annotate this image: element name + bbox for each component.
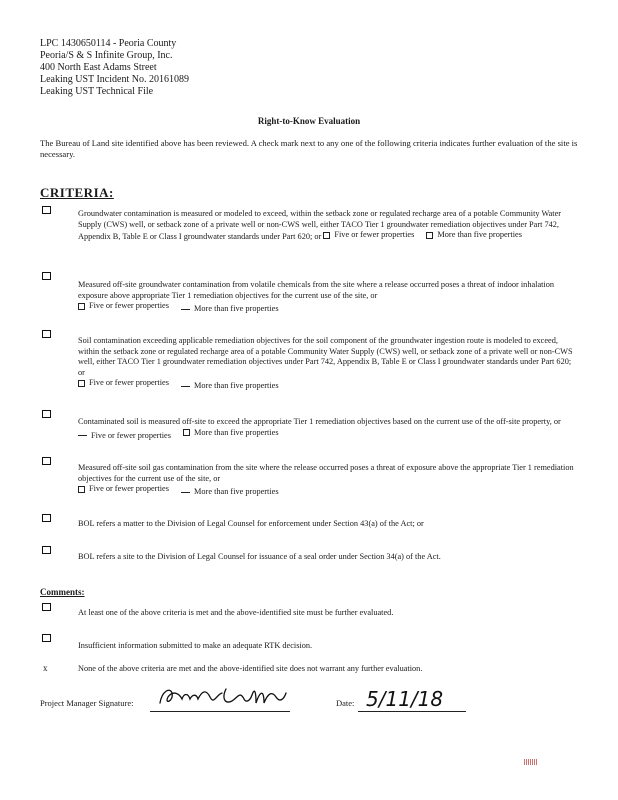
- file-header: [40, 38, 189, 98]
- criterion-text: Measured off-site groundwater contamination from volatile chemicals from the site where a release occurred poses a threat of indoor inhalation exposure above appropriate Tier 1 remediation objectives for the current use of the site, or: [78, 280, 555, 300]
- criterion-6-checkbox[interactable]: [42, 514, 51, 522]
- handwritten-signature: [156, 683, 296, 711]
- option-more-than-five[interactable]: More than five properties: [181, 487, 279, 498]
- option-more-than-five[interactable]: More than five properties: [183, 428, 279, 439]
- comments-heading: Comments:: [40, 587, 85, 597]
- criterion-2-checkbox[interactable]: [42, 272, 51, 280]
- checkbox-icon: [183, 429, 190, 436]
- dash-icon: [181, 386, 190, 387]
- criterion-3: [78, 336, 578, 392]
- criterion-text: Contaminated soil is measured off-site to exceed the appropriate Tier 1 remediation objectives based on the current use of the off-site property, or: [78, 417, 561, 426]
- comment-1-checkbox[interactable]: [42, 603, 51, 611]
- checkbox-icon: [78, 380, 85, 387]
- option-more-than-five[interactable]: More than five properties: [181, 381, 279, 392]
- criteria-heading: CRITERIA:: [40, 185, 114, 200]
- criterion-3-checkbox[interactable]: [42, 330, 51, 338]
- date-value: 5/11/18: [366, 687, 444, 711]
- criterion-text: Groundwater contamination is measured or modeled to exceed, within the setback zone or regulated recharge area of a potable Community Water Supply (CWS) well, or setback zone of a private well or non-CWS well, either TACO Tier 1 groundwater remediation objectives under Part 742, Appendix B, Table E or Class I groundwater standards under Part 620; or: [78, 209, 562, 241]
- criterion-6: BOL refers a matter to the Division of Legal Counsel for enforcement under Section 43(a) of the Act; or: [78, 519, 424, 528]
- criterion-5: [78, 463, 578, 498]
- checkbox-icon: [426, 232, 433, 239]
- criterion-text: Measured off-site soil gas contamination from the site where the release occurred poses a threat of exposure above the appropriate Tier 1 remediation objectives for the current use of the site, or: [78, 463, 574, 483]
- header-line: Peoria/S & S Infinite Group, Inc.: [40, 50, 173, 61]
- signature-line: [150, 711, 290, 712]
- criterion-text: Soil contamination exceeding applicable remediation objectives for the soil component of the groundwater ingestion route is modeled to exceed, within the setback zone or regulated recharge area of a potable Community Water Supply (CWS) well, or setback zone of a private well or non-CWS well, either TACO Tier 1 groundwater remediation objectives under Part 742, Appendix B, Table E or Class I groundwater standards under Part 620; or: [78, 336, 573, 377]
- comment-1: At least one of the above criteria is met and the above-identified site must be further evaluated.: [78, 608, 394, 617]
- header-line: 400 North East Adams Street: [40, 62, 157, 73]
- header-line: Leaking UST Technical File: [40, 86, 154, 97]
- dash-icon: [181, 309, 190, 310]
- date-line: [358, 711, 466, 712]
- header-line: Leaking UST Incident No. 20161089: [40, 74, 189, 85]
- checkbox-icon: [78, 486, 85, 493]
- option-five-or-fewer[interactable]: Five or fewer properties: [78, 301, 169, 312]
- criterion-7-checkbox[interactable]: [42, 546, 51, 554]
- option-five-or-fewer[interactable]: Five or fewer properties: [78, 484, 169, 495]
- option-more-than-five[interactable]: More than five properties: [426, 230, 522, 241]
- header-line: LPC 1430650114 - Peoria County: [40, 38, 177, 49]
- comment-2-checkbox[interactable]: [42, 634, 51, 642]
- comment-3: None of the above criteria are met and the above-identified site does not warrant any further evaluation.: [78, 664, 423, 673]
- option-five-or-fewer[interactable]: Five or fewer properties: [323, 230, 414, 241]
- option-five-or-fewer[interactable]: Five or fewer properties: [78, 431, 171, 442]
- stamp-mark-icon: [524, 759, 538, 765]
- dash-icon: [78, 435, 87, 436]
- signature-label: Project Manager Signature:: [40, 698, 134, 708]
- criterion-7: BOL refers a site to the Division of Legal Counsel for issuance of a seal order under Section 34(a) of the Act.: [78, 552, 441, 561]
- comment-2: Insufficient information submitted to make an adequate RTK decision.: [78, 641, 313, 650]
- intro-paragraph: The Bureau of Land site identified above has been reviewed. A check mark next to any one of the following criteria indicates further evaluation of the site is necessary.: [40, 138, 578, 159]
- document-title: Right-to-Know Evaluation: [257, 116, 361, 126]
- option-more-than-five[interactable]: More than five properties: [181, 304, 279, 315]
- dash-icon: [181, 492, 190, 493]
- criterion-1: [78, 209, 578, 242]
- criterion-4: [78, 417, 578, 441]
- criterion-2: [78, 280, 578, 315]
- criterion-5-checkbox[interactable]: [42, 457, 51, 465]
- criterion-1-checkbox[interactable]: [42, 206, 51, 214]
- checkbox-icon: [78, 303, 85, 310]
- comment-3-check-mark[interactable]: x: [43, 663, 48, 673]
- criterion-4-checkbox[interactable]: [42, 410, 51, 418]
- date-label: Date:: [336, 698, 355, 708]
- option-five-or-fewer[interactable]: Five or fewer properties: [78, 378, 169, 389]
- checkbox-icon: [323, 232, 330, 239]
